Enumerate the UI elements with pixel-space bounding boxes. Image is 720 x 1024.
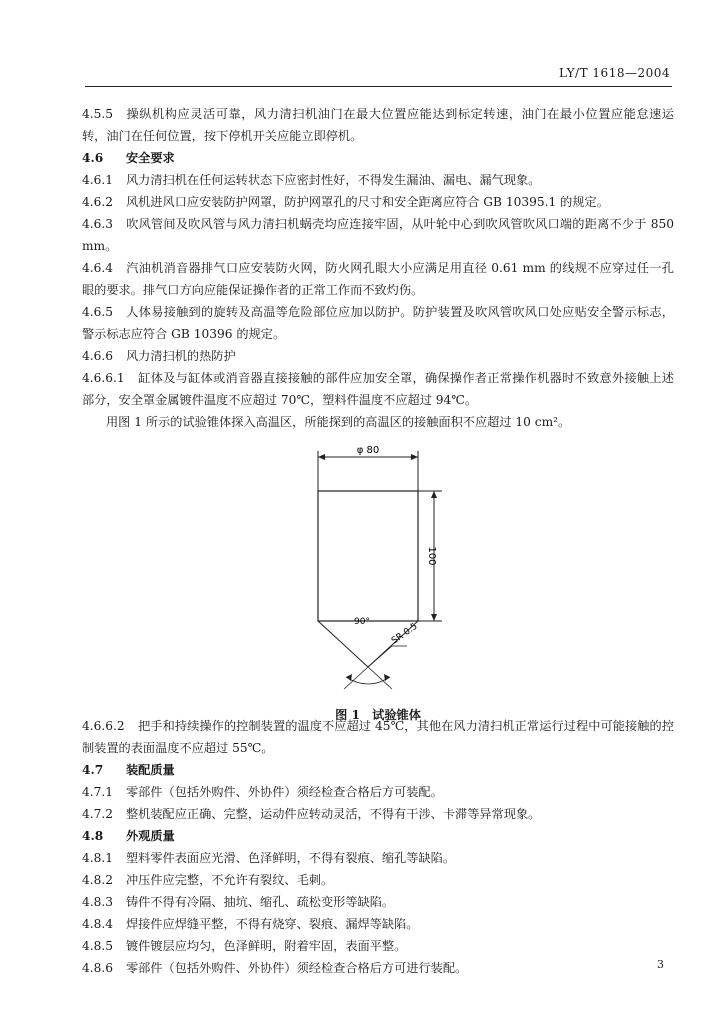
page-number: 3 — [657, 958, 664, 971]
clause-number: 4.8.1 — [82, 851, 114, 865]
clause-text: 安全要求 — [126, 151, 175, 165]
clause-text: 操纵机构应灵活可靠，风力清扫机油门在最大位置应能达到标定转速，油门在最小位置应能怠速运转，油门在任何位置，按下停机开关应能立即停机。 — [82, 107, 674, 143]
standard-code: LY/T 1618—2004 — [558, 66, 670, 80]
clause-text: 焊接件应焊缝平整，不得有烧穿、裂痕、漏焊等缺陷。 — [126, 917, 419, 931]
clause-text: 零部件（包括外购件、外协件）须经检查合格后方可装配。 — [126, 785, 443, 799]
clause-number: 4.6.6 — [82, 349, 114, 363]
clause-text: 汽油机消音器排气口应安装防火网，防火网孔眼大小应满足用直径 0.61 mm 的线规不应穿过任一孔眼的要求。排气口方向应能保证操作者的正常工作而不致灼伤。 — [82, 261, 674, 297]
clause-number: 4.6.6.2 — [82, 719, 125, 733]
clause-text: 风机进风口应安装防护网罩，防护网罩孔的尺寸和安全距离应符合 GB 10395.1 的规定。 — [126, 195, 609, 209]
clause-number: 4.6.1 — [82, 173, 114, 187]
clause-number: 4.8 — [82, 829, 104, 843]
dim-angle: 90° — [354, 617, 370, 627]
clause-number: 4.6.3 — [82, 217, 114, 231]
clause-number: 4.5.5 — [82, 107, 114, 121]
clause-number: 4.6 — [82, 151, 104, 165]
dim-diameter: φ 80 — [356, 445, 380, 456]
clause-number: 4.8.6 — [82, 961, 114, 975]
figure-caption: 图 1 试验锥体 — [335, 708, 421, 722]
clause-number: 4.7 — [82, 763, 104, 777]
clause-text: 缸体及与缸体或消音器直接接触的部件应加安全罩，确保操作者正常操作机器时不致意外接触上述部分，安全罩金属镀件温度不应超过 70℃，塑料件温度不应超过 94℃。 — [82, 371, 674, 407]
clause-text: 把手和持续操作的控制装置的温度不应超过 45℃，其他在风力清扫机正常运行过程中可能接触的控制装置的表面温度不应超过 55℃。 — [82, 719, 674, 755]
clause-number: 4.6.6.1 — [82, 371, 125, 385]
clause-text: 整机装配应正确、完整，运动件应转动灵活，不得有干涉、卡滞等异常现象。 — [126, 807, 541, 821]
clause-number: 4.6.4 — [82, 261, 114, 275]
clause-number: 4.8.3 — [82, 895, 114, 909]
clause-number: 4.8.4 — [82, 917, 114, 931]
clause-text: 外观质量 — [126, 829, 175, 843]
dim-radius: SR 0.5 — [389, 621, 420, 647]
clause-text: 塑料零件表面应光滑、色泽鲜明，不得有裂痕、缩孔等缺陷。 — [126, 851, 456, 865]
clause-number: 4.8.5 — [82, 939, 114, 953]
clause-text: 风力清扫机在任何运转状态下应密封性好，不得发生漏油、漏电、漏气现象。 — [126, 173, 541, 187]
clause-text: 零部件（包括外购件、外协件）须经检查合格后方可进行装配。 — [126, 961, 468, 975]
clause-number: 4.8.2 — [82, 873, 114, 887]
clause-number: 4.6.2 — [82, 195, 114, 209]
clause-text: 吹风管间及吹风管与风力清扫机蜗壳均应连接牢固，从叶轮中心到吹风管吹风口端的距离不少于 850 mm。 — [82, 217, 674, 253]
clause-text: 镀件镀层应均匀，色泽鲜明，附着牢固，表面平整。 — [126, 939, 407, 953]
dim-height: 100 — [426, 546, 437, 566]
clause-text: 人体易接触到的旋转及高温等危险部位应加以防护。防护装置及吹风管吹风口处应贴安全警示标志，警示标志应符合 GB 10396 的规定。 — [82, 305, 674, 341]
clause-text: 冲压件应完整，不允许有裂纹、毛刺。 — [126, 873, 334, 887]
clause-number: 4.7.2 — [82, 807, 114, 821]
clause-number: 4.6.5 — [82, 305, 114, 319]
clause-text: 风力清扫机的热防护 — [126, 349, 236, 363]
clause-number: 4.7.1 — [82, 785, 114, 799]
clause-text: 铸件不得有冷隔、抽坑、缩孔、疏松变形等缺陷。 — [126, 895, 395, 909]
clause-text: 装配质量 — [126, 763, 175, 777]
probe-note: 用图 1 所示的试验锥体探入高温区，所能探到的高温区的接触面积不应超过 10 cm²。 — [106, 415, 571, 429]
